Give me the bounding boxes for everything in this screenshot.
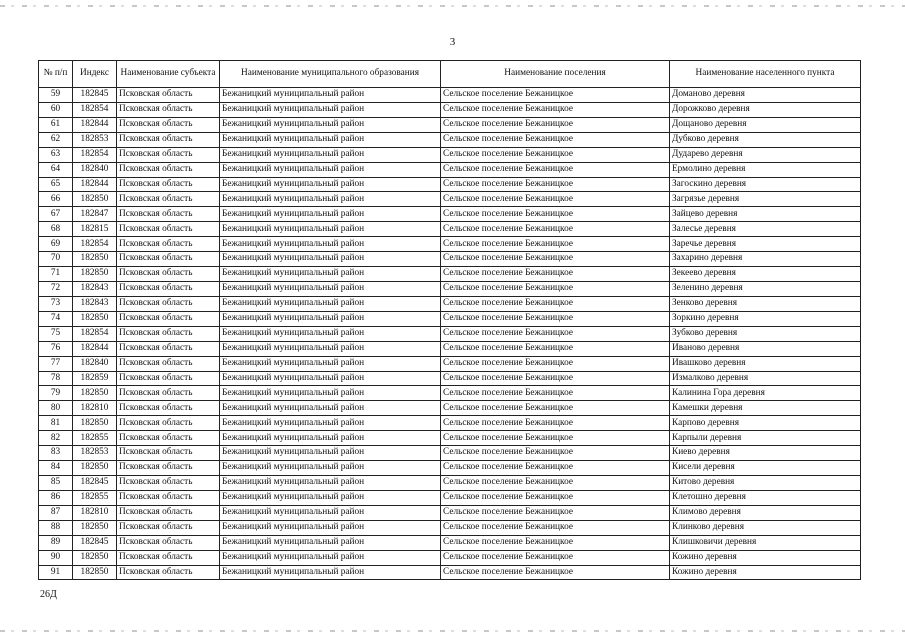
cell-municipality: Бежаницкий муниципальный район	[220, 535, 441, 550]
cell-settlement: Сельское поселение Бежаницкое	[441, 222, 670, 237]
cell-settlement: Сельское поселение Бежаницкое	[441, 162, 670, 177]
cell-index: 182850	[73, 565, 117, 580]
cell-settlement: Сельское поселение Бежаницкое	[441, 296, 670, 311]
cell-settlement: Сельское поселение Бежаницкое	[441, 431, 670, 446]
cell-subject: Псковская область	[117, 505, 220, 520]
cell-number: 71	[39, 267, 73, 282]
cell-locality: Китово деревня	[670, 475, 861, 490]
table-row	[39, 505, 861, 520]
settlements-table	[38, 60, 861, 580]
cell-number: 85	[39, 475, 73, 490]
table-row	[39, 490, 861, 505]
cell-index: 182854	[73, 147, 117, 162]
cell-number: 76	[39, 341, 73, 356]
cell-subject: Псковская область	[117, 475, 220, 490]
cell-index: 182850	[73, 386, 117, 401]
col-header-municipality: Наименование муниципального образования	[220, 61, 441, 88]
cell-settlement: Сельское поселение Бежаницкое	[441, 117, 670, 132]
table-row	[39, 520, 861, 535]
cell-number: 77	[39, 356, 73, 371]
cell-municipality: Бежаницкий муниципальный район	[220, 222, 441, 237]
cell-number: 72	[39, 281, 73, 296]
cell-municipality: Бежаницкий муниципальный район	[220, 341, 441, 356]
cell-locality: Зекеево деревня	[670, 267, 861, 282]
col-header-number: № п/п	[39, 61, 73, 88]
table-row	[39, 535, 861, 550]
cell-subject: Псковская область	[117, 371, 220, 386]
cell-index: 182844	[73, 177, 117, 192]
cell-settlement: Сельское поселение Бежаницкое	[441, 326, 670, 341]
col-header-subject: Наименование субъекта	[117, 61, 220, 88]
table-row	[39, 281, 861, 296]
table-body	[39, 88, 861, 580]
cell-number: 63	[39, 147, 73, 162]
cell-subject: Псковская область	[117, 237, 220, 252]
cell-locality: Ермолино деревня	[670, 162, 861, 177]
cell-subject: Псковская область	[117, 102, 220, 117]
cell-index: 182850	[73, 252, 117, 267]
cell-subject: Псковская область	[117, 281, 220, 296]
col-header-locality: Наименование населенного пункта	[670, 61, 861, 88]
cell-settlement: Сельское поселение Бежаницкое	[441, 550, 670, 565]
cell-settlement: Сельское поселение Бежаницкое	[441, 341, 670, 356]
cell-number: 79	[39, 386, 73, 401]
cell-municipality: Бежаницкий муниципальный район	[220, 162, 441, 177]
cell-index: 182843	[73, 296, 117, 311]
cell-municipality: Бежаницкий муниципальный район	[220, 132, 441, 147]
cell-index: 182843	[73, 281, 117, 296]
cell-municipality: Бежаницкий муниципальный район	[220, 207, 441, 222]
cell-municipality: Бежаницкий муниципальный район	[220, 356, 441, 371]
cell-municipality: Бежаницкий муниципальный район	[220, 326, 441, 341]
cell-index: 182815	[73, 222, 117, 237]
cell-number: 59	[39, 88, 73, 103]
table-row	[39, 311, 861, 326]
cell-municipality: Бежаницкий муниципальный район	[220, 550, 441, 565]
table-row	[39, 162, 861, 177]
cell-municipality: Бежаницкий муниципальный район	[220, 117, 441, 132]
cell-municipality: Бежаницкий муниципальный район	[220, 311, 441, 326]
cell-municipality: Бежаницкий муниципальный район	[220, 475, 441, 490]
cell-settlement: Сельское поселение Бежаницкое	[441, 132, 670, 147]
table-row	[39, 550, 861, 565]
cell-locality: Дударево деревня	[670, 147, 861, 162]
cell-municipality: Бежаницкий муниципальный район	[220, 505, 441, 520]
table-row	[39, 192, 861, 207]
cell-subject: Псковская область	[117, 386, 220, 401]
cell-settlement: Сельское поселение Бежаницкое	[441, 401, 670, 416]
cell-subject: Псковская область	[117, 192, 220, 207]
table-row	[39, 446, 861, 461]
cell-locality: Карпово деревня	[670, 416, 861, 431]
cell-subject: Псковская область	[117, 117, 220, 132]
cell-number: 68	[39, 222, 73, 237]
table-row	[39, 386, 861, 401]
cell-subject: Псковская область	[117, 565, 220, 580]
cell-index: 182853	[73, 132, 117, 147]
cell-index: 182859	[73, 371, 117, 386]
cell-index: 182810	[73, 401, 117, 416]
table-row	[39, 177, 861, 192]
table-row	[39, 117, 861, 132]
cell-settlement: Сельское поселение Бежаницкое	[441, 356, 670, 371]
cell-number: 84	[39, 461, 73, 476]
cell-settlement: Сельское поселение Бежаницкое	[441, 147, 670, 162]
cell-subject: Псковская область	[117, 416, 220, 431]
cell-number: 83	[39, 446, 73, 461]
cell-index: 182850	[73, 520, 117, 535]
cell-index: 182845	[73, 535, 117, 550]
table-row	[39, 565, 861, 580]
cell-number: 86	[39, 490, 73, 505]
cell-number: 89	[39, 535, 73, 550]
cell-index: 182847	[73, 207, 117, 222]
cell-index: 182850	[73, 416, 117, 431]
table-row	[39, 147, 861, 162]
page-number: 3	[449, 36, 456, 48]
cell-municipality: Бежаницкий муниципальный район	[220, 461, 441, 476]
table-row	[39, 132, 861, 147]
cell-locality: Иваново деревня	[670, 341, 861, 356]
cell-subject: Псковская область	[117, 162, 220, 177]
cell-locality: Кожино деревня	[670, 565, 861, 580]
cell-locality: Залесье деревня	[670, 222, 861, 237]
cell-municipality: Бежаницкий муниципальный район	[220, 371, 441, 386]
cell-subject: Псковская область	[117, 461, 220, 476]
cell-municipality: Бежаницкий муниципальный район	[220, 177, 441, 192]
cell-locality: Захарино деревня	[670, 252, 861, 267]
cell-subject: Псковская область	[117, 446, 220, 461]
cell-municipality: Бежаницкий муниципальный район	[220, 237, 441, 252]
cell-number: 74	[39, 311, 73, 326]
cell-number: 90	[39, 550, 73, 565]
table-row	[39, 341, 861, 356]
cell-municipality: Бежаницкий муниципальный район	[220, 386, 441, 401]
scan-edge-top	[0, 5, 905, 7]
cell-index: 182844	[73, 341, 117, 356]
cell-subject: Псковская область	[117, 550, 220, 565]
cell-municipality: Бежаницкий муниципальный район	[220, 565, 441, 580]
cell-index: 182844	[73, 117, 117, 132]
cell-municipality: Бежаницкий муниципальный район	[220, 102, 441, 117]
cell-settlement: Сельское поселение Бежаницкое	[441, 475, 670, 490]
cell-municipality: Бежаницкий муниципальный район	[220, 401, 441, 416]
cell-municipality: Бежаницкий муниципальный район	[220, 267, 441, 282]
cell-number: 87	[39, 505, 73, 520]
cell-subject: Псковская область	[117, 88, 220, 103]
table-row	[39, 252, 861, 267]
cell-locality: Клинково деревня	[670, 520, 861, 535]
cell-number: 67	[39, 207, 73, 222]
cell-settlement: Сельское поселение Бежаницкое	[441, 386, 670, 401]
cell-locality: Камешки деревня	[670, 401, 861, 416]
table-row	[39, 88, 861, 103]
cell-municipality: Бежаницкий муниципальный район	[220, 192, 441, 207]
cell-subject: Псковская область	[117, 401, 220, 416]
cell-number: 91	[39, 565, 73, 580]
cell-index: 182850	[73, 311, 117, 326]
cell-settlement: Сельское поселение Бежаницкое	[441, 207, 670, 222]
cell-index: 182854	[73, 326, 117, 341]
cell-settlement: Сельское поселение Бежаницкое	[441, 177, 670, 192]
cell-locality: Загрязье деревня	[670, 192, 861, 207]
cell-settlement: Сельское поселение Бежаницкое	[441, 520, 670, 535]
cell-locality: Зеленино деревня	[670, 281, 861, 296]
cell-locality: Карпыли деревня	[670, 431, 861, 446]
cell-settlement: Сельское поселение Бежаницкое	[441, 565, 670, 580]
table-row	[39, 102, 861, 117]
table-row	[39, 401, 861, 416]
cell-locality: Дощаново деревня	[670, 117, 861, 132]
cell-settlement: Сельское поселение Бежаницкое	[441, 237, 670, 252]
cell-index: 182850	[73, 192, 117, 207]
cell-settlement: Сельское поселение Бежаницкое	[441, 490, 670, 505]
cell-index: 182853	[73, 446, 117, 461]
table-row	[39, 237, 861, 252]
cell-locality: Дубково деревня	[670, 132, 861, 147]
cell-locality: Кисели деревня	[670, 461, 861, 476]
cell-settlement: Сельское поселение Бежаницкое	[441, 446, 670, 461]
cell-number: 61	[39, 117, 73, 132]
cell-subject: Псковская область	[117, 147, 220, 162]
cell-number: 60	[39, 102, 73, 117]
cell-settlement: Сельское поселение Бежаницкое	[441, 371, 670, 386]
col-header-settlement: Наименование поселения	[441, 61, 670, 88]
cell-settlement: Сельское поселение Бежаницкое	[441, 281, 670, 296]
cell-locality: Зенково деревня	[670, 296, 861, 311]
cell-index: 182850	[73, 461, 117, 476]
cell-number: 88	[39, 520, 73, 535]
cell-settlement: Сельское поселение Бежаницкое	[441, 252, 670, 267]
cell-settlement: Сельское поселение Бежаницкое	[441, 311, 670, 326]
table-row	[39, 222, 861, 237]
cell-subject: Псковская область	[117, 326, 220, 341]
cell-number: 65	[39, 177, 73, 192]
cell-locality: Заречье деревня	[670, 237, 861, 252]
cell-subject: Псковская область	[117, 356, 220, 371]
cell-number: 75	[39, 326, 73, 341]
cell-locality: Зоркино деревня	[670, 311, 861, 326]
cell-locality: Калинина Гора деревня	[670, 386, 861, 401]
table-row	[39, 207, 861, 222]
cell-index: 182855	[73, 490, 117, 505]
table-row	[39, 416, 861, 431]
cell-locality: Дорожково деревня	[670, 102, 861, 117]
cell-locality: Зубково деревня	[670, 326, 861, 341]
cell-number: 73	[39, 296, 73, 311]
cell-municipality: Бежаницкий муниципальный район	[220, 520, 441, 535]
table-row	[39, 371, 861, 386]
cell-number: 69	[39, 237, 73, 252]
table-row	[39, 461, 861, 476]
cell-number: 82	[39, 431, 73, 446]
cell-subject: Псковская область	[117, 341, 220, 356]
table-row	[39, 356, 861, 371]
cell-subject: Псковская область	[117, 207, 220, 222]
cell-locality: Клетошно деревня	[670, 490, 861, 505]
cell-locality: Клишковичи деревня	[670, 535, 861, 550]
cell-locality: Климово деревня	[670, 505, 861, 520]
cell-subject: Псковская область	[117, 490, 220, 505]
cell-subject: Псковская область	[117, 132, 220, 147]
cell-settlement: Сельское поселение Бежаницкое	[441, 535, 670, 550]
cell-number: 64	[39, 162, 73, 177]
cell-locality: Киево деревня	[670, 446, 861, 461]
cell-settlement: Сельское поселение Бежаницкое	[441, 102, 670, 117]
cell-locality: Загоскино деревня	[670, 177, 861, 192]
cell-index: 182850	[73, 267, 117, 282]
scan-edge-bottom	[0, 630, 905, 632]
cell-municipality: Бежаницкий муниципальный район	[220, 446, 441, 461]
cell-municipality: Бежаницкий муниципальный район	[220, 281, 441, 296]
cell-index: 182840	[73, 356, 117, 371]
cell-settlement: Сельское поселение Бежаницкое	[441, 505, 670, 520]
cell-subject: Псковская область	[117, 311, 220, 326]
cell-locality: Кожино деревня	[670, 550, 861, 565]
table-row	[39, 267, 861, 282]
table-row	[39, 475, 861, 490]
cell-number: 80	[39, 401, 73, 416]
cell-settlement: Сельское поселение Бежаницкое	[441, 461, 670, 476]
cell-settlement: Сельское поселение Бежаницкое	[441, 267, 670, 282]
cell-municipality: Бежаницкий муниципальный район	[220, 147, 441, 162]
cell-index: 182845	[73, 88, 117, 103]
table-row	[39, 431, 861, 446]
cell-settlement: Сельское поселение Бежаницкое	[441, 88, 670, 103]
cell-number: 62	[39, 132, 73, 147]
cell-municipality: Бежаницкий муниципальный район	[220, 252, 441, 267]
cell-number: 78	[39, 371, 73, 386]
footer-code: 26Д	[40, 589, 57, 600]
cell-municipality: Бежаницкий муниципальный район	[220, 490, 441, 505]
cell-index: 182845	[73, 475, 117, 490]
cell-number: 70	[39, 252, 73, 267]
cell-number: 81	[39, 416, 73, 431]
cell-index: 182854	[73, 237, 117, 252]
col-header-index: Индекс	[73, 61, 117, 88]
table-row	[39, 296, 861, 311]
cell-index: 182810	[73, 505, 117, 520]
cell-subject: Псковская область	[117, 431, 220, 446]
cell-index: 182855	[73, 431, 117, 446]
cell-municipality: Бежаницкий муниципальный район	[220, 88, 441, 103]
cell-locality: Зайцево деревня	[670, 207, 861, 222]
cell-subject: Псковская область	[117, 267, 220, 282]
cell-index: 182850	[73, 550, 117, 565]
table-header-row	[39, 61, 861, 88]
cell-settlement: Сельское поселение Бежаницкое	[441, 416, 670, 431]
cell-municipality: Бежаницкий муниципальный район	[220, 431, 441, 446]
cell-number: 66	[39, 192, 73, 207]
cell-municipality: Бежаницкий муниципальный район	[220, 296, 441, 311]
cell-subject: Псковская область	[117, 222, 220, 237]
table-row	[39, 326, 861, 341]
cell-index: 182840	[73, 162, 117, 177]
cell-subject: Псковская область	[117, 177, 220, 192]
cell-subject: Псковская область	[117, 252, 220, 267]
cell-subject: Псковская область	[117, 535, 220, 550]
cell-settlement: Сельское поселение Бежаницкое	[441, 192, 670, 207]
cell-locality: Доманово деревня	[670, 88, 861, 103]
cell-locality: Ивашково деревня	[670, 356, 861, 371]
cell-subject: Псковская область	[117, 520, 220, 535]
cell-municipality: Бежаницкий муниципальный район	[220, 416, 441, 431]
cell-subject: Псковская область	[117, 296, 220, 311]
cell-locality: Измалково деревня	[670, 371, 861, 386]
cell-index: 182854	[73, 102, 117, 117]
